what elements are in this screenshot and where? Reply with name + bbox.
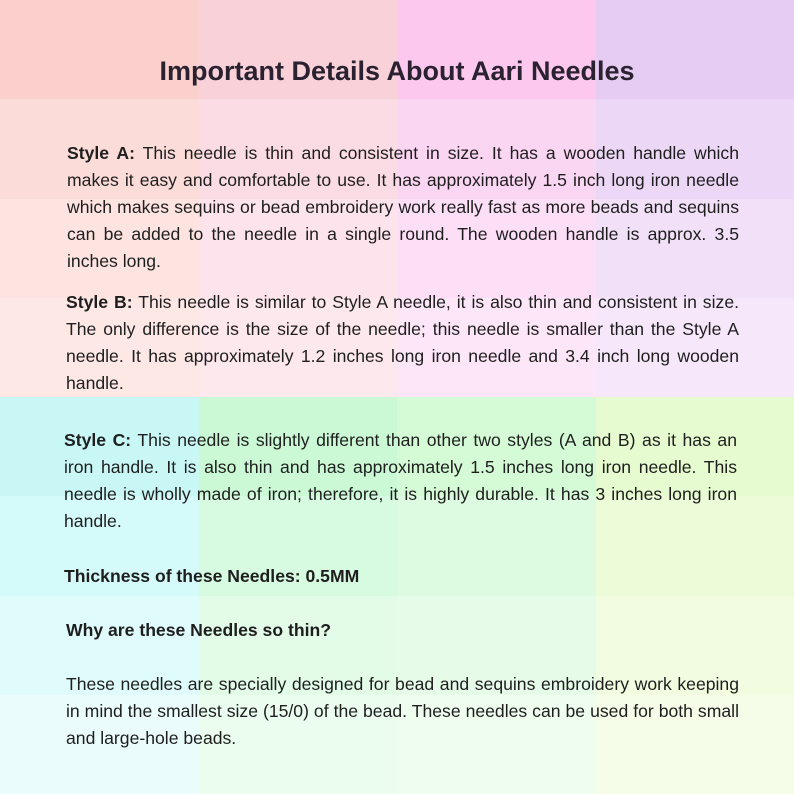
answer-paragraph: These needles are specially designed for bead and sequins embroidery work keeping in mind the smallest size (15/0) of the bead. These needles can be used for both small and large-hole beads. [66,674,739,748]
style-b-text: This needle is similar to Style A needle, it is also thin and consistent in size. The only difference is the size of the needle; this needle is smaller than the Style A needle. It has approximately 1.2 inches long iron needle and 3.4 inch long wooden handle. [66,292,739,393]
style-a-text: This needle is thin and consistent in size. It has a wooden handle which makes it easy and comfortable to use. It has approximately 1.5 inch long iron needle which makes sequins or bead embroidery work really fast as more beads and sequins can be added to the needle in a single round. The wooden handle is approx. 3.5 inches long. [67,143,739,271]
style-a-paragraph [67,140,739,275]
question-heading: Why are these Needles so thin? [66,620,331,640]
style-a-label: Style A: [67,143,135,163]
style-c-paragraph [64,427,737,535]
thickness-heading: Thickness of these Needles: 0.5MM [64,566,360,586]
style-c-label: Style C: [64,430,132,450]
style-b-paragraph [66,289,739,397]
style-c-text: This needle is slightly different than other two styles (A and B) as it has an iron handle. It is also thin and has approximately 1.5 inches long iron needle. This needle is wholly made of iron; therefore, it is highly durable. It has 3 inches long iron handle. [64,430,737,531]
page-title: Important Details About Aari Needles [159,56,635,86]
style-b-label: Style B: [66,292,133,312]
